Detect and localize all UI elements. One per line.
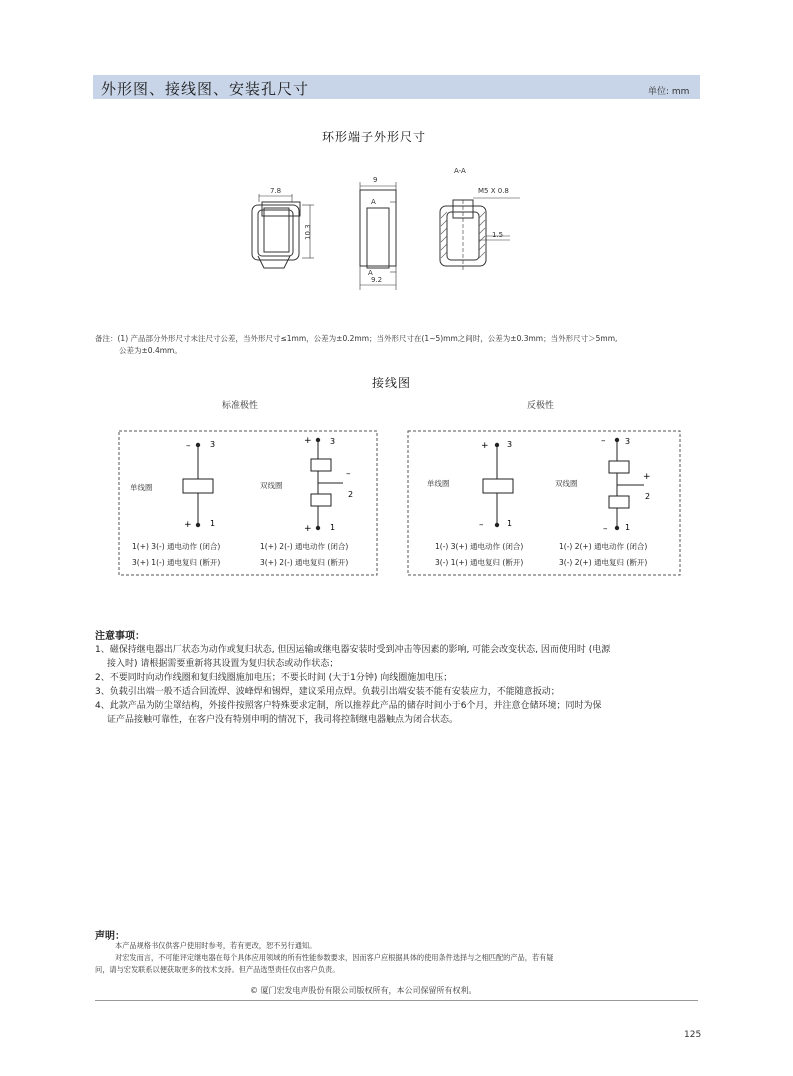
std-double-coil-label: 双线圈	[260, 481, 283, 490]
std-single-coil-label: 单线圈	[130, 483, 153, 492]
std-single-pin1: 1	[210, 519, 216, 528]
rev-double-pin3: 3	[625, 437, 631, 446]
standard-polarity-diagram	[118, 430, 380, 577]
rev-single-legend-2: 3(-) 1(+) 通电复归 (断开)	[435, 558, 524, 567]
rev-single-coil-label: 单线圈	[427, 479, 450, 488]
outline-title: 环形端子外形尺寸	[322, 130, 427, 144]
note-2: 2、不要同时向动作线圈和复归线圈施加电压；不要长时间 (大于1分钟) 向线圈施加电压；	[95, 673, 453, 683]
section-mark-top: A	[371, 198, 376, 206]
declaration-title: 声明：	[95, 931, 125, 942]
std-single-legend-1: 1(+) 3(-) 通电动作 (闭合)	[132, 542, 221, 551]
declaration-line-2: 对宏发而言，不可能评定继电器在每个具体应用领域的所有性能参数要求，因而客户应根据具体的使用条件选择与之相匹配的产品，若有疑	[115, 953, 554, 962]
dim-width-3: 9.2	[371, 276, 383, 284]
remark-line-1: 备注：(1) 产品部分外形尺寸未注尺寸公差，当外形尺寸≤1mm，公差为±0.2mm；当外形尺寸在(1~5)mm之间时，公差为±0.3mm；当外形尺寸＞5mm,	[95, 334, 618, 343]
note-4-line-1: 4、此款产品为防尘罩结构，外接件按照客户特殊要求定制，所以推荐此产品的储存时间小于6个月，并注意仓储环境；同时为保	[95, 701, 602, 711]
declaration-line-1: 本产品规格书仅供客户使用时参考，若有更改，恕不另行通知。	[115, 941, 317, 950]
rev-single-pin3: 3	[507, 440, 513, 449]
std-single-pin3: 3	[210, 440, 216, 449]
note-1-line-2: 接入时) 请根据需要重新将其设置为复归状态或动作状态；	[107, 659, 339, 669]
note-4-line-2: 证产品接触可靠性，在客户没有特别申明的情况下，我司将控制继电器触点为闭合状态。	[107, 715, 459, 725]
notes-title: 注意事项：	[95, 631, 145, 642]
std-double-pin1: 1	[330, 523, 336, 532]
rev-single-legend-1: 1(-) 3(+) 通电动作 (闭合)	[435, 542, 524, 551]
rev-double-legend-2: 3(-) 2(+) 通电复归 (断开)	[559, 558, 648, 567]
page-number: 125	[684, 1030, 702, 1040]
std-single-plus: +	[184, 520, 192, 530]
outline-drawing	[240, 160, 530, 295]
notes-list	[95, 643, 705, 727]
rev-single-pin1: 1	[507, 519, 513, 528]
wiring-title: 接线图	[372, 376, 412, 390]
rev-single-plus: +	[481, 441, 489, 451]
dim-height-1: 10.3	[304, 224, 312, 240]
section-title: 外形图、接线图、安装孔尺寸	[101, 80, 310, 98]
rev-double-minus-3: –	[601, 436, 606, 446]
rev-double-plus-2: +	[643, 472, 651, 482]
note-3: 3、负载引出端一般不适合回流焊、波峰焊和锡焊，建议采用点焊。负载引出端安装不能有安装应力，不能随意扳动；	[95, 687, 560, 697]
thread-label: M5 X 0.8	[478, 187, 509, 195]
section-mark-bottom: A	[368, 269, 373, 277]
rev-single-minus: –	[479, 520, 484, 530]
std-double-legend-2: 3(+) 2(-) 通电复归 (断开)	[260, 558, 349, 567]
reverse-polarity-label: 反极性	[527, 401, 555, 411]
remark-line-2: 公差为±0.4mm。	[119, 346, 182, 355]
note-1-line-1: 1、磁保持继电器出厂状态为动作或复归状态, 但因运输或继电器安装时受到冲击等因素的影响, 可能会改变状态, 因而使用时 (电源	[95, 645, 611, 655]
rev-double-legend-1: 1(-) 2(+) 通电动作 (闭合)	[559, 542, 648, 551]
std-single-legend-2: 3(+) 1(-) 通电复归 (断开)	[132, 558, 221, 567]
std-double-minus-2: –	[346, 469, 351, 479]
footer-divider	[95, 1000, 698, 1001]
std-double-pin3: 3	[330, 437, 336, 446]
dim-thickness: 1.5	[492, 231, 504, 239]
dim-width-2: 9	[373, 176, 378, 184]
std-double-plus-1: +	[304, 524, 312, 534]
declaration-line-3: 问，请与宏发联系以便获取更多的技术支持。但产品选型责任仅由客户负责。	[95, 965, 340, 974]
rev-double-pin1: 1	[625, 523, 631, 532]
reverse-polarity-diagram	[407, 430, 683, 577]
copyright: © 厦门宏发电声股份有限公司版权所有，本公司保留所有权利。	[250, 986, 477, 995]
unit-label: 单位: mm	[648, 87, 690, 97]
std-double-legend-1: 1(+) 2(-) 通电动作 (闭合)	[260, 542, 349, 551]
std-single-minus: –	[186, 441, 191, 451]
rev-double-minus-1: –	[603, 524, 608, 534]
std-double-plus-3: +	[304, 436, 312, 446]
section-label: A-A	[454, 167, 466, 175]
rev-double-coil-label: 双线圈	[555, 479, 578, 488]
standard-polarity-label: 标准极性	[222, 401, 259, 411]
rev-double-pin2: 2	[645, 492, 651, 501]
std-double-pin2: 2	[348, 490, 354, 499]
dim-width-1: 7.8	[270, 187, 282, 195]
